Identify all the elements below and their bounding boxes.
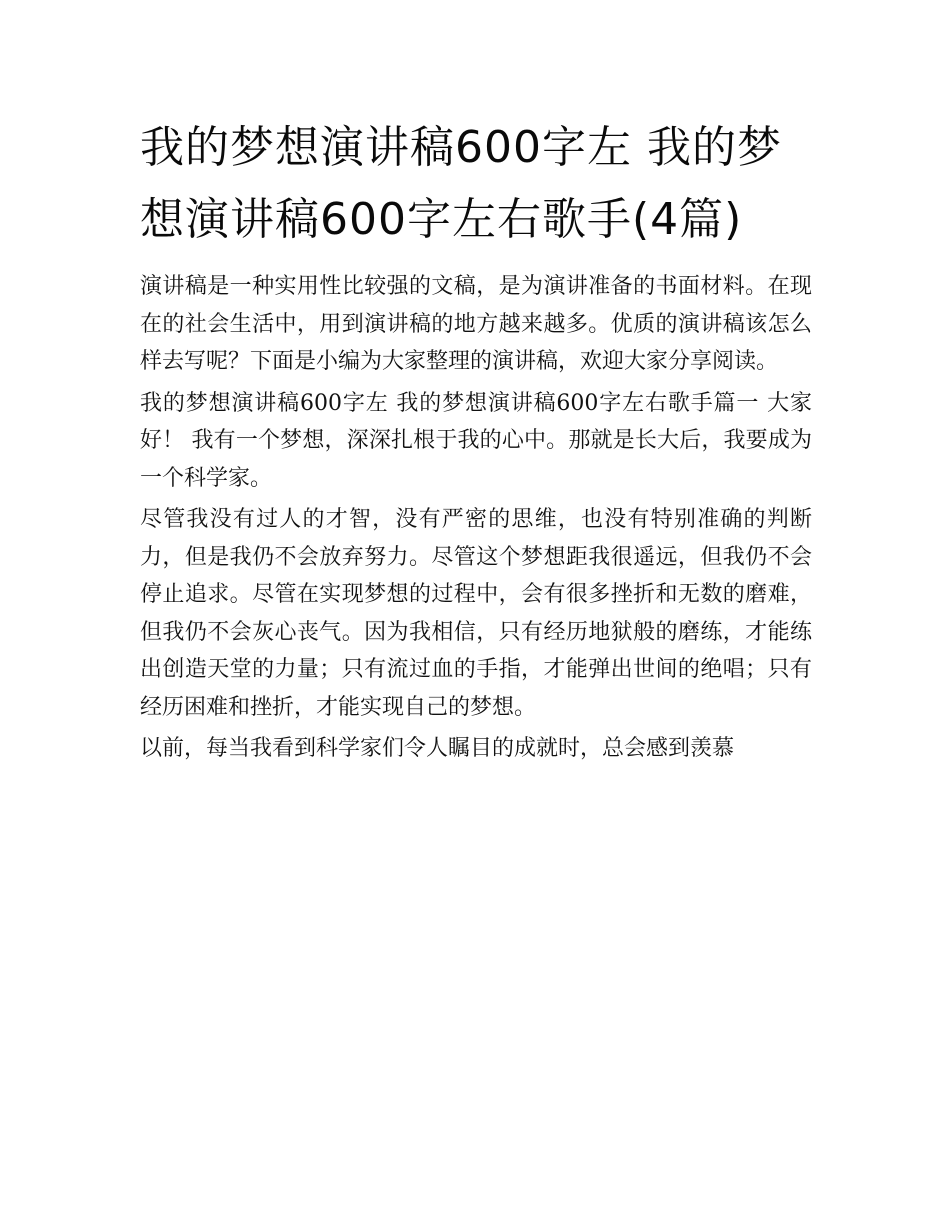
paragraph-speech-one-opening: 我的梦想演讲稿600字左 我的梦想演讲稿600字左右歌手篇一 大家好！ 我有一个梦想，深深扎根于我的心中。那就是长大后，我要成为一个科学家。 bbox=[140, 390, 812, 491]
paragraph-admiration: 以前，每当我看到科学家们令人瞩目的成就时，总会感到羡慕 bbox=[140, 736, 735, 761]
document-title: 我的梦想演讲稿600字左 我的梦想演讲稿600字左右歌手(4篇) bbox=[140, 122, 782, 245]
paragraph-intro: 演讲稿是一种实用性比较强的文稿，是为演讲准备的书面材料。在现在的社会生活中，用到演讲稿的地方越来越多。优质的演讲稿该怎么样去写呢？下面是小编为大家整理的演讲稿，欢迎大家分享阅读。 bbox=[140, 274, 812, 374]
paragraph-perseverance: 尽管我没有过人的才智，没有严密的思维，也没有特别准确的判断力，但是我仍不会放弃努力。尽管这个梦想距我很遥远，但我仍不会停止追求。尽管在实现梦想的过程中，会有很多挫折和无数的磨难，但我仍不会灰心丧气。因为我相信，只有经历地狱般的磨练，才能练出创造天堂的力量；只有流过血的手指，才能弹出世间的绝唱；只有经历困难和挫折，才能实现自己的梦想。 bbox=[140, 507, 812, 720]
document-page bbox=[140, 112, 812, 772]
